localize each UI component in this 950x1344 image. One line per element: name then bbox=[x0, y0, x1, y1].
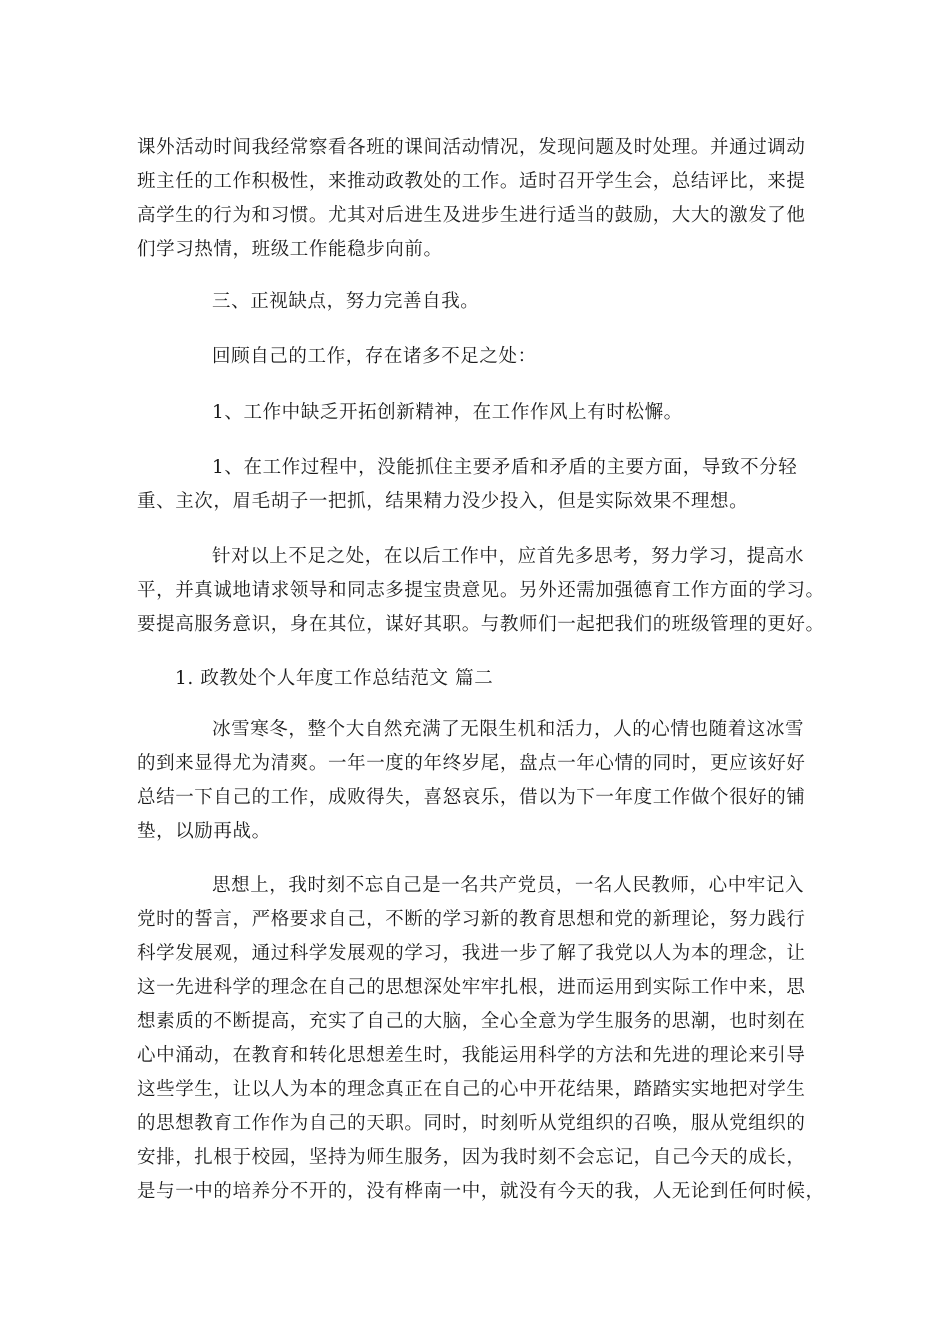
text-line: 1、在工作过程中，没能抓住主要矛盾和矛盾的主要方面，导致不分轻 bbox=[212, 457, 798, 478]
paragraph-activities bbox=[137, 131, 827, 267]
text-line: 这些学生，让以人为本的理念真正在自己的心中开花结果，踏踏实实地把对学生 bbox=[137, 1079, 806, 1100]
text-line: 想素质的不断提高，充实了自己的大脑，全心全意为学生服务的思潮，也时刻在 bbox=[137, 1011, 806, 1032]
text-line: 总结一下自己的工作，成败得失，喜怒哀乐，借以为下一年度工作做个很好的铺 bbox=[137, 787, 806, 808]
paragraph-winter bbox=[137, 713, 827, 849]
list-item-shortcoming-2 bbox=[137, 451, 827, 519]
text-line: 冰雪寒冬，整个大自然充满了无限生机和活力，人的心情也随着这冰雪 bbox=[212, 719, 805, 740]
text-line: 三、正视缺点，努力完善自我。 bbox=[212, 291, 480, 312]
text-line: 党时的誓言，严格要求自己，不断的学习新的教育思想和党的新理论，努力践行 bbox=[137, 909, 806, 930]
section-heading-three bbox=[137, 285, 827, 319]
text-line: 是与一中的培养分不开的，没有桦南一中，就没有今天的我，人无论到任何时候， bbox=[137, 1181, 825, 1202]
text-line: 回顾自己的工作，存在诸多不足之处： bbox=[212, 346, 537, 367]
text-line: 高学生的行为和习惯。尤其对后进生及进步生进行适当的鼓励，大大的激发了他 bbox=[137, 205, 806, 226]
paragraph-improvement bbox=[137, 540, 827, 642]
text-line: 要提高服务意识，身在其位，谋好其职。与教师们一起把我们的班级管理的更好。 bbox=[137, 614, 825, 635]
text-line: 班主任的工作积极性，来推动政教处的工作。适时召开学生会，总结评比，来提 bbox=[137, 171, 806, 192]
text-line: 平，并真诚地请求领导和同志多提宝贵意见。另外还需加强德育工作方面的学习。 bbox=[137, 580, 825, 601]
text-line: 重、主次，眉毛胡子一把抓，结果精力没少投入，但是实际效果不理想。 bbox=[137, 491, 749, 512]
text-line: 心中涌动，在教育和转化思想差生时，我能运用科学的方法和先进的理论来引导 bbox=[137, 1045, 806, 1066]
article-heading bbox=[175, 662, 865, 696]
text-line: 思想上，我时刻不忘自己是一名共产党员，一名人民教师，心中牢记入 bbox=[212, 875, 805, 896]
paragraph-review bbox=[137, 340, 827, 374]
text-line: 科学发展观，通过科学发展观的学习，我进一步了解了我党以人为本的理念，让 bbox=[137, 943, 806, 964]
text-line: 垫，以励再战。 bbox=[137, 821, 271, 842]
text-line: 针对以上不足之处，在以后工作中，应首先多思考，努力学习，提高水 bbox=[212, 546, 805, 567]
text-line: 课外活动时间我经常察看各班的课间活动情况，发现问题及时处理。并通过调动 bbox=[137, 137, 806, 158]
paragraph-ideology bbox=[137, 869, 827, 1209]
text-line: 这一先进科学的理念在自己的思想深处牢牢扎根，进而运用到实际工作中来，思 bbox=[137, 977, 806, 998]
text-line: 安排，扎根于校园，坚持为师生服务，因为我时刻不会忘记，自己今天的成长， bbox=[137, 1147, 806, 1168]
text-line: 的思想教育工作作为自己的天职。同时，时刻听从党组织的召唤，服从党组织的 bbox=[137, 1113, 806, 1134]
text-line: 1、工作中缺乏开拓创新精神，在工作作风上有时松懈。 bbox=[212, 402, 683, 423]
list-item-shortcoming-1 bbox=[137, 396, 827, 430]
text-line: 1. 政教处个人年度工作总结范文 篇二 bbox=[175, 668, 494, 689]
text-line: 的到来显得尤为清爽。一年一度的年终岁尾，盘点一年心情的同时，更应该好好 bbox=[137, 753, 806, 774]
text-line: 们学习热情，班级工作能稳步向前。 bbox=[137, 239, 443, 260]
